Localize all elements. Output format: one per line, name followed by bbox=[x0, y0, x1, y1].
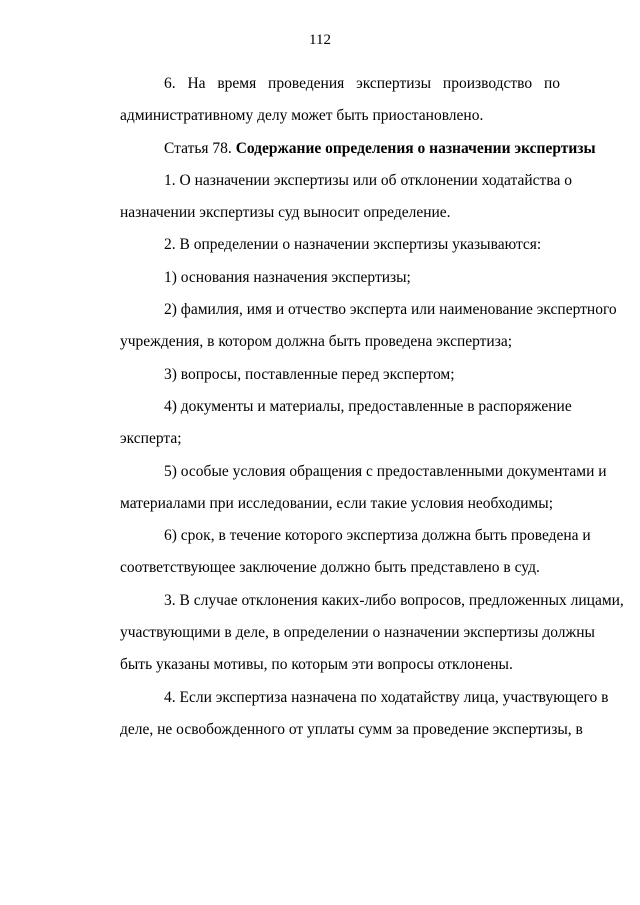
paragraph-6-suspension bbox=[76, 68, 560, 133]
text-line: соответствующее заключение должно быть представлено в суд. bbox=[120, 559, 540, 577]
article-heading bbox=[76, 133, 596, 165]
paragraph-1-determination bbox=[76, 165, 572, 230]
text-line: 6. На время проведения экспертизы производство по bbox=[164, 75, 560, 92]
text-line: участвующими в деле, в определении о назначении экспертизы должны bbox=[120, 624, 595, 642]
paragraph-3-rejection bbox=[76, 585, 624, 682]
document-body bbox=[76, 68, 624, 746]
article-number: Статья 78. bbox=[164, 139, 232, 157]
article-title: Содержание определения о назначении экспертизы bbox=[235, 139, 596, 157]
text-line: 3. В случае отклонения каких-либо вопросов, предложенных лицами, bbox=[164, 591, 624, 609]
text-line: 4) документы и материалы, предоставленные в распоряжение bbox=[164, 397, 572, 415]
list-item-5 bbox=[76, 456, 607, 521]
text-line: быть указаны мотивы, по которым эти вопросы отклонены. bbox=[120, 656, 513, 674]
list-item-3 bbox=[76, 359, 560, 391]
list-item-6 bbox=[76, 520, 591, 585]
article-heading-line bbox=[76, 133, 596, 165]
text-line: эксперта; bbox=[120, 430, 182, 448]
text-line: 3) вопросы, поставленные перед экспертом; bbox=[164, 365, 455, 383]
text-line: деле, не освобожденного от уплаты сумм за проведение экспертизы, в bbox=[120, 720, 583, 738]
list-item-4 bbox=[76, 391, 572, 456]
text-line: административному делу может быть приостановлено. bbox=[120, 107, 484, 125]
text-line: материалами при исследовании, если такие условия необходимы; bbox=[120, 494, 554, 512]
text-line: 5) особые условия обращения с предоставленными документами и bbox=[164, 462, 607, 480]
text-line: 6) срок, в течение которого экспертиза должна быть проведена и bbox=[164, 527, 591, 545]
list-item-2 bbox=[76, 294, 617, 359]
paragraph-2-contents bbox=[76, 229, 560, 261]
text-line: учреждения, в котором должна быть проведена экспертиза; bbox=[120, 333, 513, 351]
paragraph-4-petition bbox=[76, 682, 609, 747]
text-line: 2. В определении о назначении экспертизы указываются: bbox=[164, 236, 542, 254]
text-line: 2) фамилия, имя и отчество эксперта или наименование экспертного bbox=[164, 301, 617, 319]
text-line: 4. Если экспертиза назначена по ходатайству лица, участвующего в bbox=[164, 688, 609, 706]
list-item-1 bbox=[76, 262, 560, 294]
text-line: 1) основания назначения экспертизы; bbox=[164, 268, 411, 286]
page-number: 112 bbox=[309, 32, 331, 48]
text-line: 1. О назначении экспертизы или об отклонении ходатайства о bbox=[164, 171, 572, 189]
text-line: назначении экспертизы суд выносит определение. bbox=[120, 204, 451, 222]
